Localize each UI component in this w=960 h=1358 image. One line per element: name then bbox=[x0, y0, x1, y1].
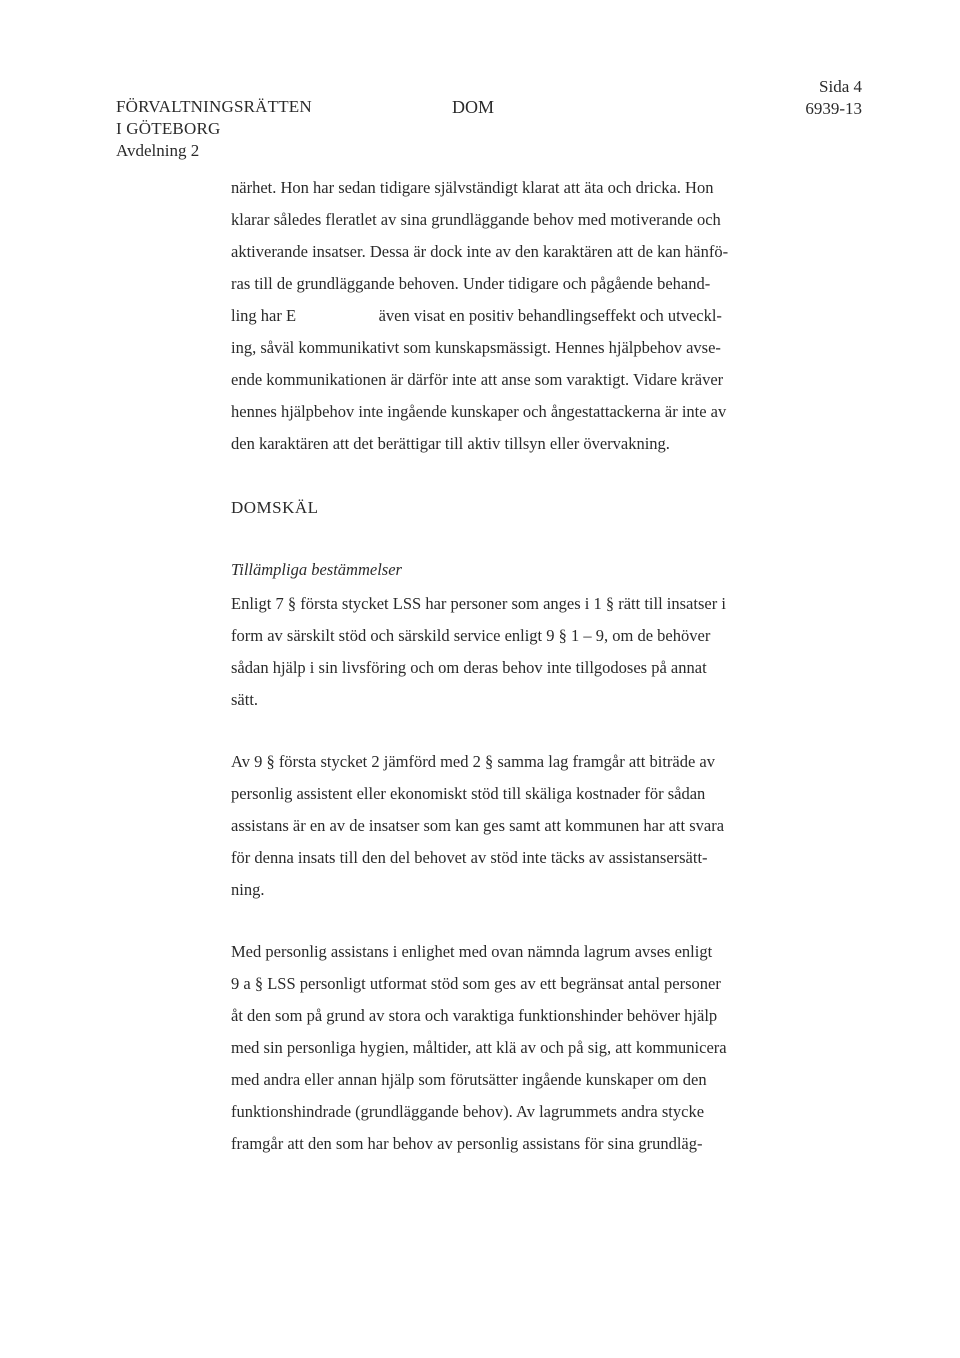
text-line: sådan hjälp i sin livsföring och om deras behov inte tillgodoses på annat bbox=[231, 658, 707, 677]
text-line: hennes hjälpbehov inte ingående kunskaper och ångestattackerna är inte av bbox=[231, 402, 727, 421]
paragraph-4 bbox=[231, 936, 791, 1160]
court-name bbox=[116, 96, 312, 140]
text-line: sätt. bbox=[231, 690, 259, 709]
paragraph-3 bbox=[231, 746, 791, 906]
page-info bbox=[805, 76, 862, 120]
text-line: närhet. Hon har sedan tidigare självständigt klarat att äta och dricka. Hon bbox=[231, 178, 714, 197]
text-line: ing, såväl kommunikativt som kunskapsmässigt. Hennes hjälpbehov avse- bbox=[231, 338, 721, 357]
paragraph-1 bbox=[231, 172, 791, 460]
section-heading: DOMSKÄL bbox=[231, 498, 319, 517]
text-line: ling har E även visat en positiv behandlingseffekt och utveckl- bbox=[231, 306, 722, 325]
text-line: framgår att den som har behov av personlig assistans för sina grundläg- bbox=[231, 1134, 703, 1153]
document-type: DOM bbox=[452, 97, 495, 117]
text-line: med sin personliga hygien, måltider, att klä av och på sig, att kommunicera bbox=[231, 1038, 727, 1057]
text-line: 9 a § LSS personligt utformat stöd som ges av ett begränsat antal personer bbox=[231, 974, 721, 993]
text-line: assistans är en av de insatser som kan ges samt att kommunen har att svara bbox=[231, 816, 725, 835]
text-line: klarar således fleratlet av sina grundläggande behov med motiverande och bbox=[231, 210, 721, 229]
department: Avdelning 2 bbox=[116, 141, 200, 160]
subheading: Tillämpliga bestämmelser bbox=[231, 560, 402, 579]
paragraph-2 bbox=[231, 588, 791, 716]
court-name-line2: I GÖTEBORG bbox=[116, 119, 221, 138]
page-number: Sida 4 bbox=[819, 77, 862, 96]
text-line: form av särskilt stöd och särskild service enligt 9 § 1 – 9, om de behöver bbox=[231, 626, 711, 645]
text-line: ras till de grundläggande behoven. Under tidigare och pågående behand- bbox=[231, 274, 711, 293]
text-line: för denna insats till den del behovet av stöd inte täcks av assistansersätt- bbox=[231, 848, 708, 867]
text-line: ende kommunikationen är därför inte att anse som varaktigt. Vidare kräver bbox=[231, 370, 724, 389]
case-number: 6939-13 bbox=[805, 99, 862, 118]
text-line: Enligt 7 § första stycket LSS har personer som anges i 1 § rätt till insatser i bbox=[231, 594, 726, 613]
text-line: funktionshindrade (grundläggande behov). Av lagrummets andra stycke bbox=[231, 1102, 705, 1121]
text-line: aktiverande insatser. Dessa är dock inte av den karaktären att de kan hänfö- bbox=[231, 242, 729, 261]
text-line: den karaktären att det berättigar till aktiv tillsyn eller övervakning. bbox=[231, 434, 670, 453]
court-name-line1: FÖRVALTNINGSRÄTTEN bbox=[116, 97, 312, 116]
text-line: Av 9 § första stycket 2 jämförd med 2 § samma lag framgår att biträde av bbox=[231, 752, 715, 771]
text-line: ning. bbox=[231, 880, 265, 899]
text-line: med andra eller annan hjälp som förutsätter ingående kunskaper om den bbox=[231, 1070, 707, 1089]
text-line: åt den som på grund av stora och varaktiga funktionshinder behöver hjälp bbox=[231, 1006, 718, 1025]
text-line: personlig assistent eller ekonomiskt stöd till skäliga kostnader för sådan bbox=[231, 784, 706, 803]
text-line: Med personlig assistans i enlighet med ovan nämnda lagrum avses enligt bbox=[231, 942, 713, 961]
